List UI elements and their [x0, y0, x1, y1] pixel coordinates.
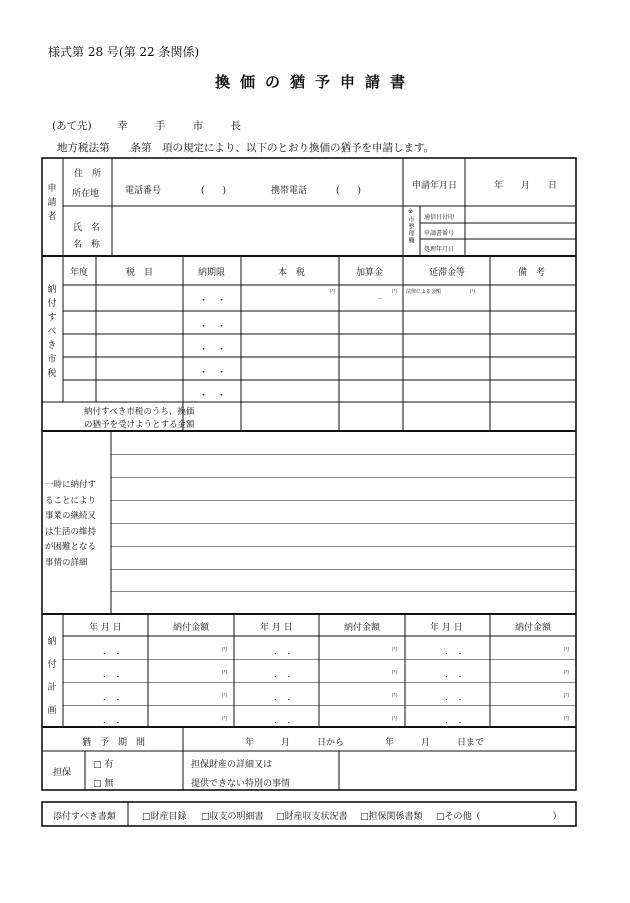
- phone-label: 電話番号: [125, 186, 162, 196]
- addressee-name: 幸 手 市 長: [117, 120, 254, 132]
- plan-date-dots[interactable]: ． ．: [445, 693, 468, 703]
- collateral-detail-line1: 担保財産の詳細又は: [191, 760, 273, 770]
- intro-statement: 地方税法第 条第 項の規定により、以下のとおり換価の猶予を申請します。: [57, 142, 435, 154]
- office-processed-label: 処理年月日: [424, 246, 455, 253]
- plan-date-dots[interactable]: ． ．: [103, 670, 126, 680]
- plan-yen-unit: 円: [222, 670, 228, 676]
- plan-yen-unit: 円: [392, 670, 398, 676]
- header-penalty: 加算金: [356, 268, 384, 278]
- office-use-label: ※市整理欄: [407, 208, 414, 244]
- attachment-collateral-docs[interactable]: □担保関係書類: [360, 812, 423, 822]
- collateral-yes-checkbox[interactable]: □ 有: [93, 760, 114, 770]
- legal-amount-note: 法律による金額: [406, 289, 442, 295]
- plan-date-header: 年 月 日: [89, 623, 122, 633]
- plan-date-dots[interactable]: ． ．: [103, 693, 126, 703]
- plan-date-dots[interactable]: ． ．: [274, 716, 297, 726]
- plan-yen-unit: 円: [564, 716, 570, 722]
- attachment-income-statement[interactable]: □収支の明細書: [201, 812, 264, 822]
- attachment-property-list[interactable]: □財産目録: [142, 812, 187, 822]
- dash-mark: －: [378, 296, 384, 302]
- plan-yen-unit: 円: [564, 670, 570, 676]
- due-date-dots[interactable]: ・ ・: [199, 345, 227, 355]
- header-delinquency: 延滞金等: [429, 268, 466, 278]
- hardship-details-label: 一時に納付す ることにより 事業の継続又 は生活の維持 が困難となる 事情の詳細: [45, 480, 97, 568]
- collateral-label: 担保: [53, 768, 72, 778]
- tax-section-label: 納 付 す べ き 市 税: [47, 285, 57, 379]
- header-due-date: 納期限: [198, 268, 226, 278]
- plan-yen-unit: 円: [392, 693, 398, 699]
- plan-section-label: 納 付 計 画: [47, 637, 57, 716]
- header-fiscal-year: 年度: [70, 268, 89, 278]
- applicant-section-label: 申 請 者: [47, 184, 57, 222]
- name-label: 氏 名: [73, 223, 101, 233]
- grace-period-to[interactable]: 年 月 日まで: [385, 738, 485, 748]
- plan-amount-header: 納付金額: [515, 623, 552, 633]
- plan-amount-header: 納付金額: [173, 623, 210, 633]
- location-label: 所在地: [72, 189, 100, 199]
- plan-date-dots[interactable]: ． ．: [274, 670, 297, 680]
- phone-area-code[interactable]: ( ): [201, 186, 227, 196]
- form-title: 換価の猶予申請書: [214, 73, 415, 91]
- plan-date-dots[interactable]: ． ．: [274, 647, 297, 657]
- yen-unit: 円: [330, 289, 336, 295]
- address-label: 住 所: [74, 169, 102, 179]
- grace-amount-label-line2: の猶予を受けようとする金額: [84, 420, 195, 430]
- application-date-label: 申請年月日: [412, 181, 458, 191]
- header-principal-tax: 本 税: [278, 268, 306, 278]
- attachment-other[interactable]: □その他（ ）: [436, 812, 562, 822]
- plan-yen-unit: 円: [564, 647, 570, 653]
- collateral-detail-line2: 提供できない特別の事情: [191, 779, 291, 789]
- due-date-dots[interactable]: ・ ・: [199, 391, 227, 401]
- attachment-property-status[interactable]: □財産収支状況書: [276, 812, 348, 822]
- plan-yen-unit: 円: [222, 693, 228, 699]
- mobile-label: 携帯電話: [271, 186, 308, 196]
- plan-date-header: 年 月 日: [430, 623, 463, 633]
- plan-amount-header: 納付金額: [344, 623, 381, 633]
- plan-yen-unit: 円: [392, 716, 398, 722]
- plan-date-dots[interactable]: ． ．: [274, 693, 297, 703]
- application-date-value[interactable]: 年 月 日: [494, 181, 558, 191]
- yen-unit: 円: [470, 289, 476, 295]
- plan-date-dots[interactable]: ． ．: [445, 647, 468, 657]
- grace-amount-label-line1: 納付すべき市税のうち、換価: [84, 407, 195, 417]
- due-date-dots[interactable]: ・ ・: [199, 296, 227, 306]
- mobile-area-code[interactable]: ( ): [336, 186, 362, 196]
- addressee-label: (あて先): [52, 120, 92, 132]
- due-date-dots[interactable]: ・ ・: [199, 368, 227, 378]
- plan-date-header: 年 月 日: [260, 623, 293, 633]
- yen-unit: 円: [392, 289, 398, 295]
- header-tax-item: 税 目: [126, 268, 154, 278]
- plan-date-dots[interactable]: ． ．: [445, 716, 468, 726]
- org-name-label: 名 称: [73, 240, 101, 250]
- office-number-label: 申請書番号: [424, 230, 455, 237]
- plan-yen-unit: 円: [222, 716, 228, 722]
- plan-date-dots[interactable]: ． ．: [445, 670, 468, 680]
- plan-yen-unit: 円: [392, 647, 398, 653]
- plan-yen-unit: 円: [564, 693, 570, 699]
- plan-yen-unit: 円: [222, 647, 228, 653]
- due-date-dots[interactable]: ・ ・: [199, 322, 227, 332]
- collateral-no-checkbox[interactable]: □ 無: [93, 779, 114, 789]
- plan-date-dots[interactable]: ． ．: [103, 647, 126, 657]
- grace-period-label: 猶 予 期 間: [82, 738, 146, 748]
- header-remarks: 備 考: [518, 268, 546, 278]
- grace-period-from[interactable]: 年 月 日から: [245, 738, 345, 748]
- form-number: 様式第 28 号(第 22 条関係): [48, 45, 200, 59]
- office-stamp-label: 通信日付印: [424, 214, 455, 221]
- attachments-label: 添付すべき書類: [53, 812, 116, 822]
- plan-date-dots[interactable]: ． ．: [103, 716, 126, 726]
